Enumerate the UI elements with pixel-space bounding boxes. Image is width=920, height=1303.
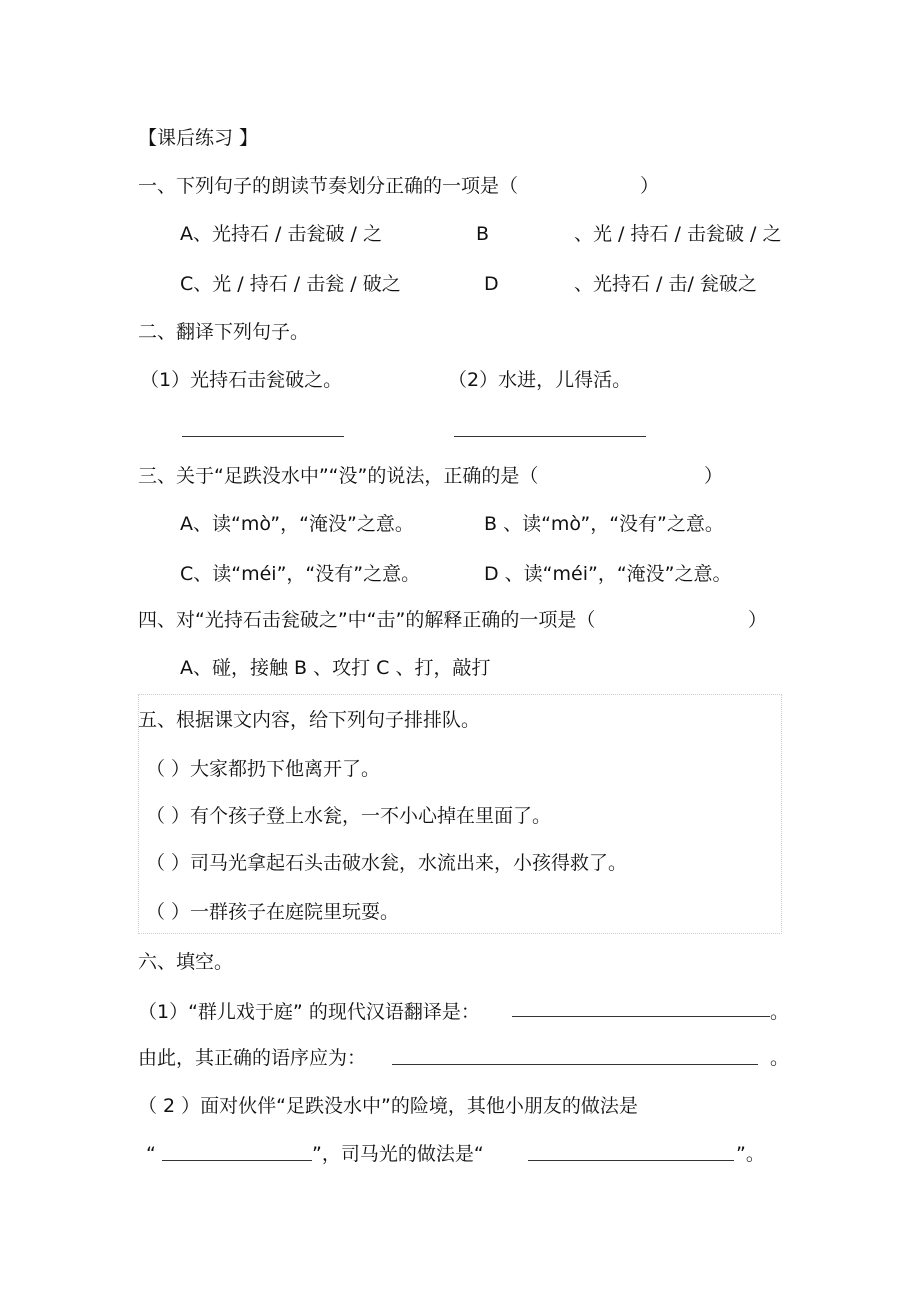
q1-option-b-letter: B bbox=[476, 223, 490, 245]
q6-line-2-end: 。 bbox=[770, 1047, 790, 1069]
q1-option-d-text: 、光持石 / 击/ 瓮破之 bbox=[574, 273, 757, 295]
q1-stem: 一、下列句子的朗读节奏划分正确的一项是（ bbox=[138, 175, 519, 197]
q6-blank-1[interactable] bbox=[512, 1016, 770, 1017]
q5-stem: 五、根据课文内容，给下列句子排排队。 bbox=[138, 709, 481, 731]
q5-item: （ ）一群孩子在庭院里玩耍。 bbox=[146, 901, 400, 923]
worksheet-title: 【课后练习 】 bbox=[138, 127, 259, 149]
q6-line-3: （ 2 ）面对伙伴“足跌没水中”的险境，其他小朋友的做法是 bbox=[138, 1095, 638, 1117]
q3-stem: 三、关于“足跌没水中”“没”的说法，正确的是（ bbox=[138, 465, 539, 487]
q5-item: （ ）大家都扔下他离开了。 bbox=[146, 758, 381, 780]
q6-line-1: （1）“群儿戏于庭” 的现代汉语翻译是： bbox=[138, 1001, 480, 1023]
q4-options: A、碰，接触 B 、攻打 C 、打，敲打 bbox=[180, 657, 491, 679]
q1-option-d-letter: D bbox=[484, 273, 499, 295]
q1-paren-close: ） bbox=[640, 175, 660, 197]
q1-option-b-text: 、光 / 持石 / 击瓮破 / 之 bbox=[574, 223, 782, 245]
q3-option-b: B 、读“mò”，“没有”之意。 bbox=[484, 513, 724, 535]
q2-answer-line-1[interactable] bbox=[182, 436, 344, 437]
q6-line-4-end: ”。 bbox=[736, 1143, 765, 1165]
q5-item: （ ）有个孩子登上水瓮，一不小心掉在里面了。 bbox=[146, 805, 552, 827]
q6-blank-2[interactable] bbox=[392, 1064, 758, 1065]
q3-paren-close: ） bbox=[704, 465, 724, 487]
q2-stem: 二、翻译下列句子。 bbox=[138, 321, 310, 343]
q6-stem: 六、填空。 bbox=[138, 951, 234, 973]
q6-line-2: 由此，其正确的语序应为： bbox=[138, 1047, 367, 1069]
q4-paren-close: ） bbox=[748, 609, 768, 631]
q3-option-d: D 、读“méi”，“淹没”之意。 bbox=[484, 563, 732, 585]
q5-item: （ ）司马光拿起石头击破水瓮，水流出来，小孩得救了。 bbox=[146, 852, 628, 874]
q2-sentence-2: （2）水进，儿得活。 bbox=[448, 369, 632, 391]
q6-line-4-open: “ bbox=[146, 1143, 156, 1165]
q6-blank-3[interactable] bbox=[162, 1160, 312, 1161]
q1-option-a: A、光持石 / 击瓮破 / 之 bbox=[180, 223, 382, 245]
q3-option-c: C、读“méi”，“没有”之意。 bbox=[180, 563, 421, 585]
q6-line-1-end: 。 bbox=[770, 1001, 790, 1023]
q6-blank-4[interactable] bbox=[528, 1160, 734, 1161]
q2-sentence-1: （1）光持石击瓮破之。 bbox=[140, 369, 343, 391]
q6-line-4-mid: ”，司马光的做法是“ bbox=[312, 1143, 484, 1165]
q3-option-a: A、读“mò”，“淹没”之意。 bbox=[180, 513, 414, 535]
q4-stem: 四、对“光持石击瓮破之”中“击”的解释正确的一项是（ bbox=[138, 609, 596, 631]
q2-answer-line-2[interactable] bbox=[454, 436, 646, 437]
q1-option-c: C、光 / 持石 / 击瓮 / 破之 bbox=[180, 273, 401, 295]
